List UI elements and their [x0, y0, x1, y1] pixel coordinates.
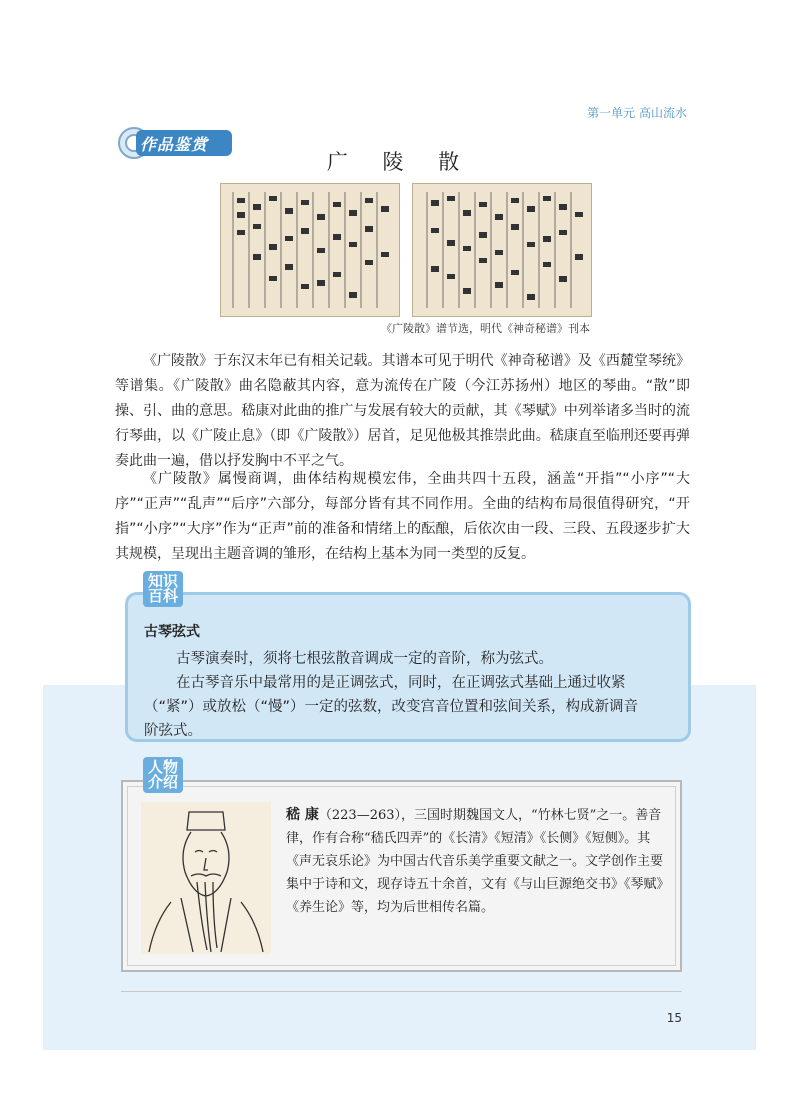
page-title: 广 陵 散: [326, 150, 474, 174]
person-bio: [286, 804, 666, 919]
knowledge-title: 古琴弦式: [144, 624, 200, 640]
score-image-left: [220, 183, 400, 317]
person-tag: [143, 757, 183, 793]
knowledge-tag-line-2: 百科: [147, 587, 178, 605]
footer-rule: [121, 991, 682, 992]
person-tag-line-2: 介绍: [147, 773, 178, 791]
knowledge-tag: [143, 571, 183, 607]
image-caption: 《广陵散》谱节选，明代《神奇秘谱》刊本: [381, 322, 590, 335]
knowledge-tag-line-1: 知识: [147, 572, 178, 590]
running-header: 第一单元 高山流水: [587, 106, 687, 120]
knowledge-line-4: 阶弦式。: [144, 723, 202, 739]
knowledge-line-1: 古琴演奏时，须将七根弦散音调成一定的音阶，称为弦式。: [176, 651, 553, 667]
person-tag-line-1: 人物: [147, 758, 178, 776]
portrait-image: [141, 802, 271, 954]
page-number: 15: [666, 1011, 682, 1025]
knowledge-box: [125, 592, 691, 742]
knowledge-line-2: 在古琴音乐中最常用的是正调弦式，同时，在正调弦式基础上通过收紧: [176, 675, 626, 691]
score-image-right: [412, 183, 592, 317]
paragraph-history: 《广陵散》于东汉末年已有相关记载。其谱本可见于明代《神奇秘谱》及《西麓堂琴统》等谱集。《广陵散》曲名隐蔽其内容，意为流传在广陵（今江苏扬州）地区的琴曲。“散”即操、引、曲的意思。嵇康对此曲的推广与发展有较大的贡献，其《琴赋》中列举诸多当时的流行琴曲，以《广陵止息》（即《广陵散》）居首，足见他极其推崇此曲。嵇康直至临刑还要再弹奏此曲一遍，借以抒发胸中不平之气。: [115, 353, 690, 469]
knowledge-line-3: （“紧”）或放松（“慢”）一定的弦数，改变宫音位置和弦间关系，构成新调音: [144, 699, 639, 715]
paragraph-structure: 《广陵散》属慢商调，曲体结构规模宏伟，全曲共四十五段，涵盖“开指”“小序”“大序”“正声”“乱声”“后序”六部分，每部分皆有其不同作用。全曲的结构布局很值得研究，“开指”“小序”“大序”作为“正声”前的准备和情绪上的酝酿，后依次由一段、三段、五段逐步扩大其规模，呈现出主题音调的雏形，在结构上基本为同一类型的反复。: [115, 471, 690, 562]
badge-label: 作品鉴赏: [140, 135, 209, 154]
person-name: 嵇 康: [286, 807, 319, 823]
person-bio-text: （223—263），三国时期魏国文人，“竹林七贤”之一。善音律，作有合称“嵇氏四弄”的《长清》《短清》《长侧》《短侧》。其《声无哀乐论》为中国古代音乐美学重要文献之一。文学创作主要集中于诗和文，现存诗五十余首，文有《与山巨源绝交书》《琴赋》《养生论》等，均为后世相传名篇。: [286, 808, 664, 915]
person-box: [121, 780, 682, 972]
